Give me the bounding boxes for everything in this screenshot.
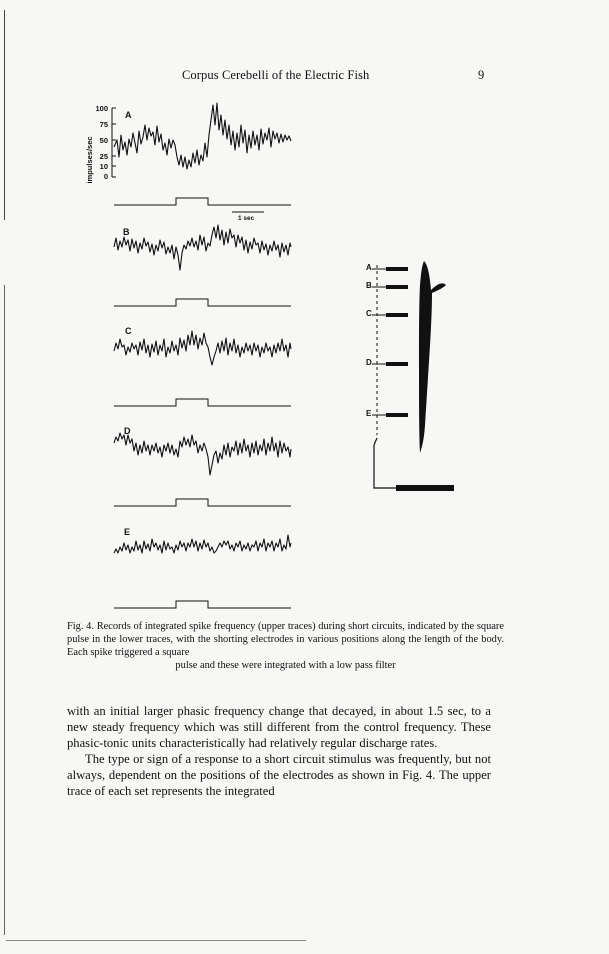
stimulus-pulse-a bbox=[114, 198, 291, 205]
electrode-position-a bbox=[386, 267, 408, 271]
fish-label-d: D bbox=[366, 358, 372, 367]
paragraph: The type or sign of a response to a short circuit stimulus was frequently, but not always, dependent on the positions of the electrodes as shown in Fig. 4. The upper trace of each set represents the integrated bbox=[67, 752, 491, 798]
frequency-trace-b bbox=[114, 225, 291, 270]
electrode-position-d bbox=[386, 362, 408, 366]
fish-label-b: B bbox=[366, 281, 372, 290]
stimulus-pulse-e bbox=[114, 601, 291, 608]
frequency-trace-e bbox=[114, 535, 291, 553]
trace-label-c: C bbox=[125, 326, 132, 336]
page-header bbox=[0, 68, 609, 86]
scale-bar-label: 1 sec bbox=[238, 215, 255, 222]
reference-electrode-bar bbox=[396, 485, 454, 491]
figure-caption-last-line: pulse and these were integrated with a low pass filter bbox=[175, 660, 396, 671]
scale-bar bbox=[232, 212, 264, 222]
figure-4-graphic bbox=[0, 95, 609, 615]
trace-label-e: E bbox=[124, 527, 131, 537]
trace-label-a: A bbox=[125, 110, 132, 120]
y-tick-label: 0 bbox=[103, 172, 108, 181]
y-tick-label: 100 bbox=[95, 104, 108, 113]
frequency-trace-c bbox=[114, 331, 291, 365]
y-tick-label: 25 bbox=[99, 152, 108, 161]
paragraph: with an initial larger phasic frequency change that decayed, in about 1.5 sec, to a new steady frequency which was still different from the control frequency. These phasic-tonic units characteristically had relatively regular discharge rates. bbox=[67, 704, 491, 750]
trace-label-d: D bbox=[124, 426, 131, 436]
fish-label-a: A bbox=[366, 263, 372, 272]
page-number: 9 bbox=[478, 68, 485, 82]
figure-caption bbox=[67, 620, 504, 672]
electrode-position-b bbox=[386, 285, 408, 289]
running-title: Corpus Cerebelli of the Electric Fish bbox=[182, 68, 370, 82]
electrode-position-c bbox=[386, 313, 408, 317]
trace-label-b: B bbox=[123, 227, 130, 237]
page-bottom-line bbox=[6, 940, 306, 941]
body-text bbox=[67, 703, 491, 799]
stimulus-pulse-b bbox=[114, 299, 291, 306]
electrode-lead bbox=[374, 438, 396, 488]
y-tick-label: 75 bbox=[99, 120, 108, 129]
stimulus-pulse-c bbox=[114, 399, 291, 406]
fish-electrode-diagram bbox=[366, 261, 454, 491]
y-axis bbox=[85, 104, 116, 184]
stimulus-pulse-d bbox=[114, 499, 291, 506]
electrode-position-e bbox=[386, 413, 408, 417]
fish-label-e: E bbox=[366, 409, 372, 418]
y-axis-label: impulses/sec bbox=[85, 136, 94, 184]
y-tick-label: 10 bbox=[99, 162, 108, 171]
frequency-trace-a bbox=[114, 103, 291, 169]
frequency-trace-d bbox=[114, 433, 291, 475]
fish-body bbox=[419, 261, 446, 453]
figure-caption-text: Fig. 4. Records of integrated spike frequency (upper traces) during short circuits, indicated by the square pulse in the lower traces, with the shorting electrodes in various positions along the length of the body. Each spike triggered a square bbox=[67, 621, 504, 658]
figure-4 bbox=[0, 95, 609, 615]
fish-label-c: C bbox=[366, 309, 372, 318]
y-tick-label: 50 bbox=[99, 136, 108, 145]
